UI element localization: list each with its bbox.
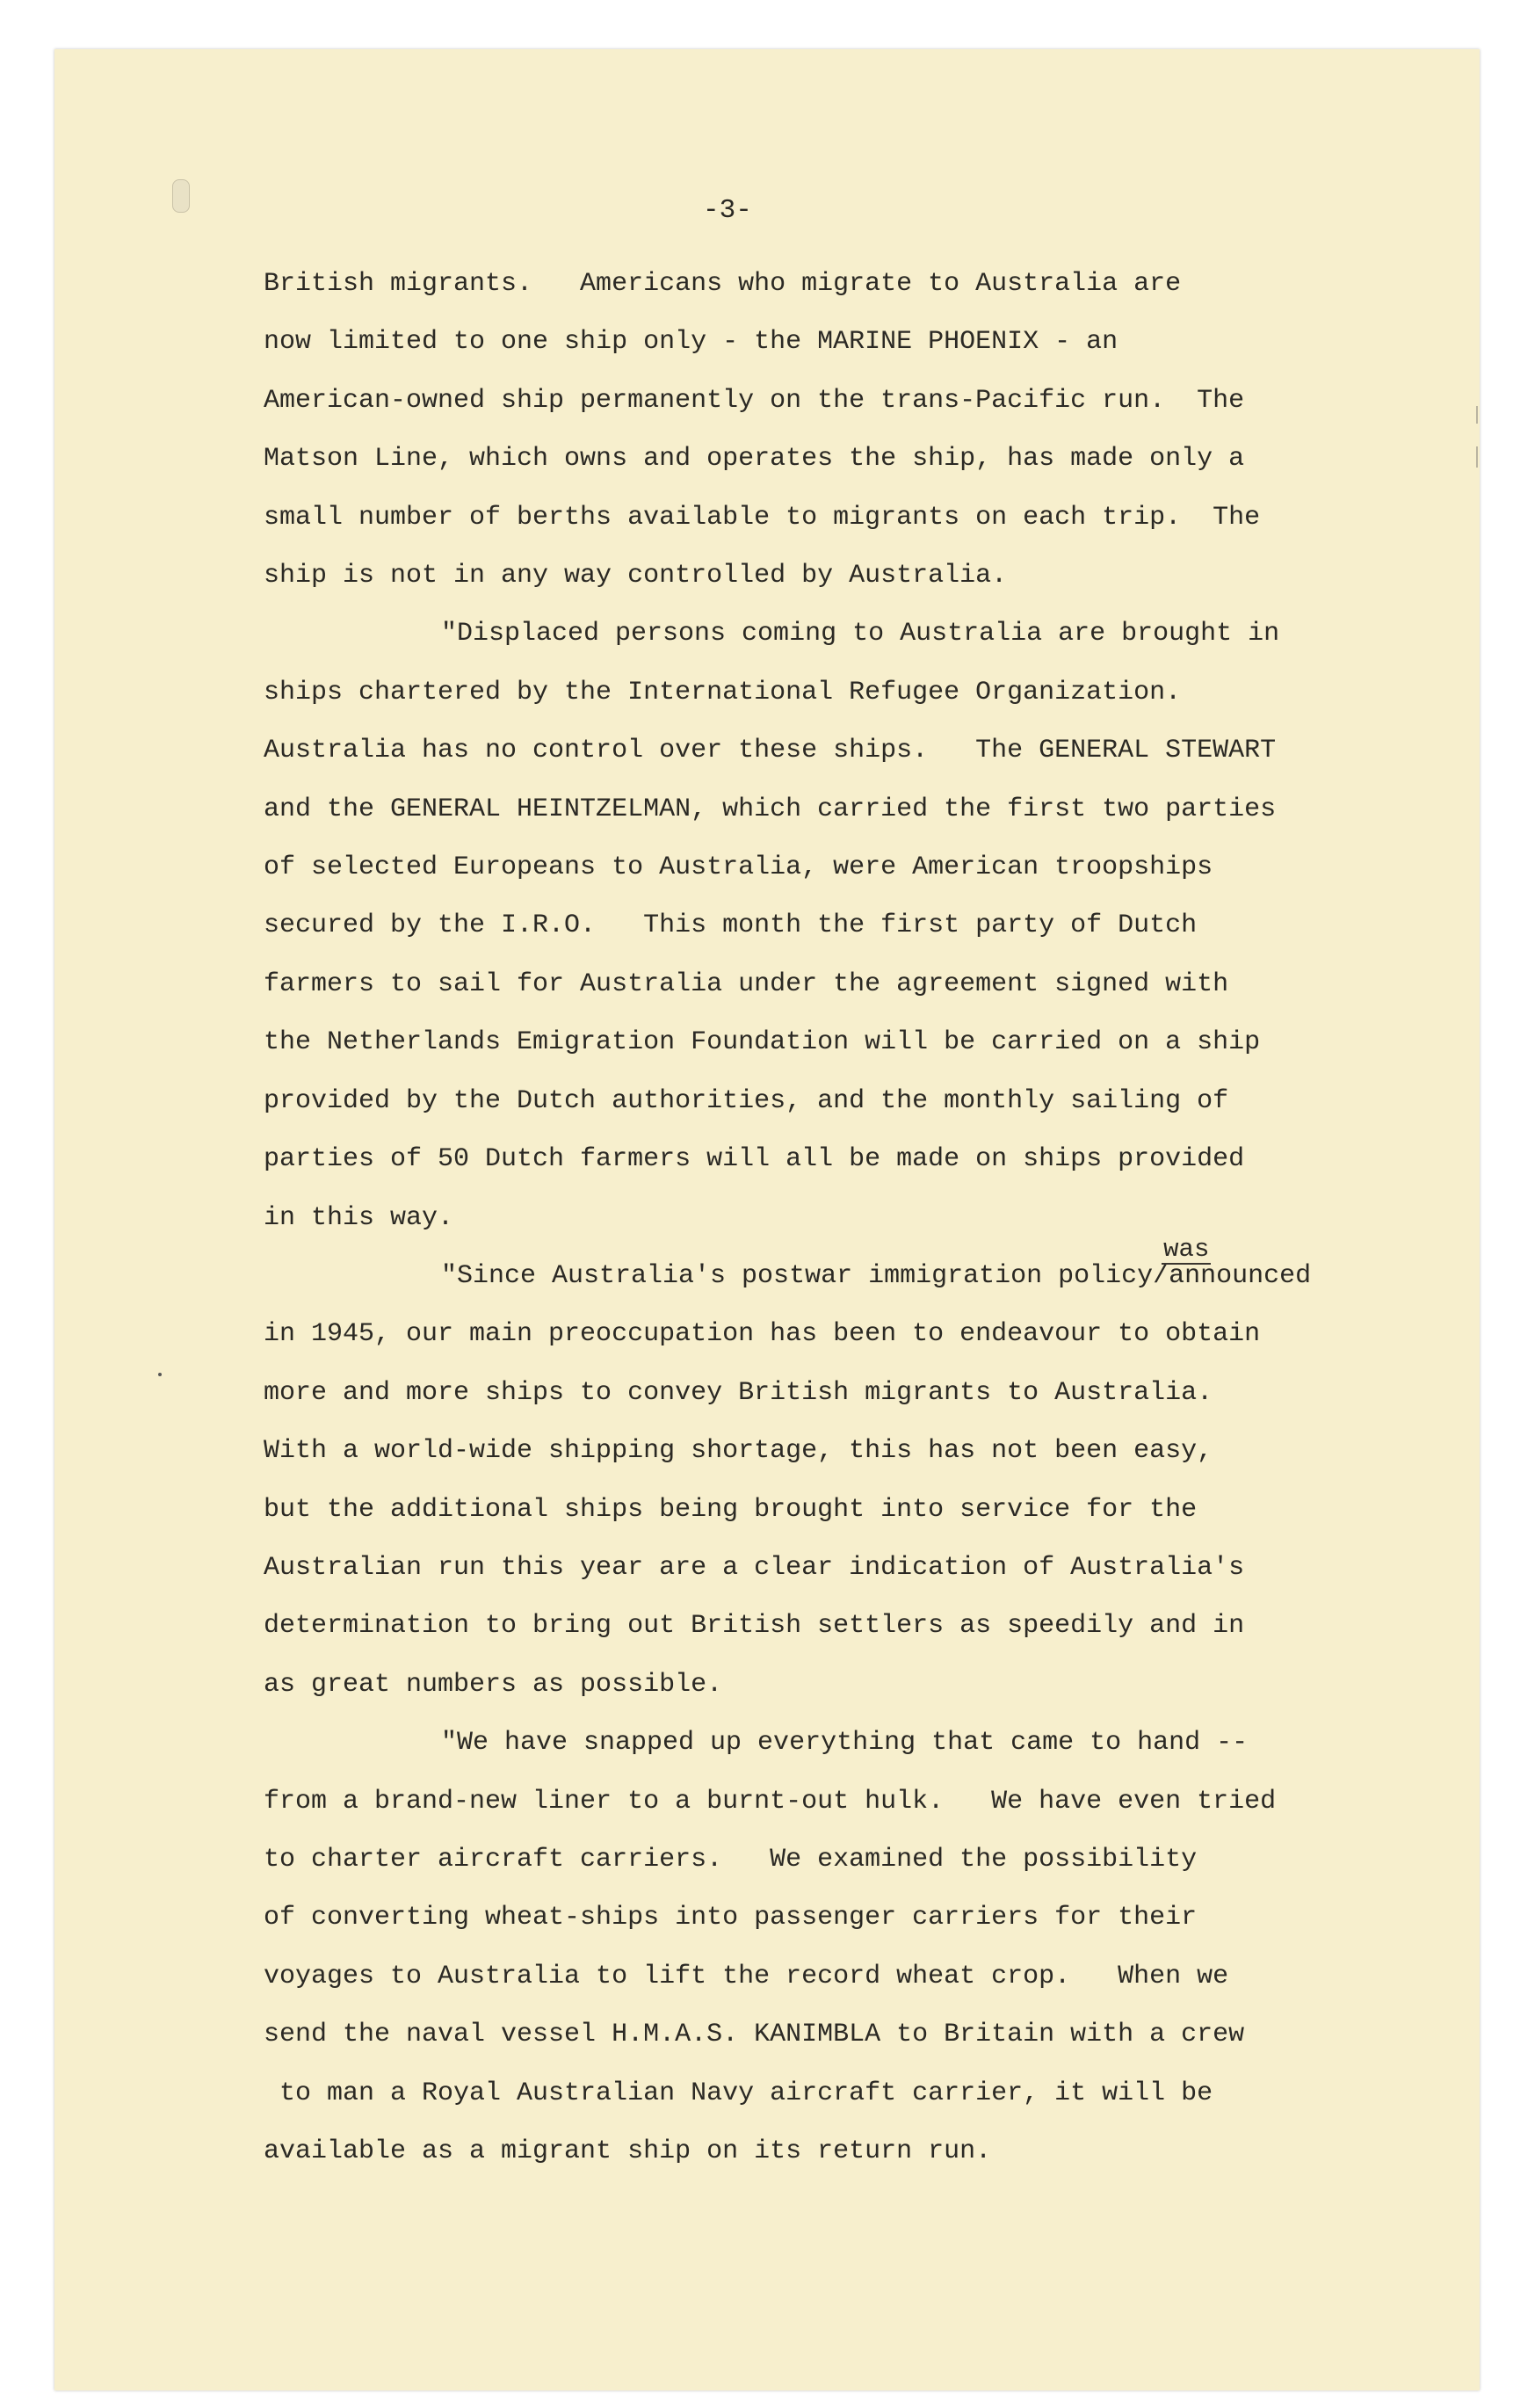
text-line: but the additional ships being brought into service for the [264,1494,1198,1525]
text-line: to charter aircraft carriers. We examined the possibility [264,1844,1198,1875]
margin-dot [158,1373,162,1376]
text-line: Australia has no control over these ships. The GENERAL STEWART [264,736,1277,766]
text-line: parties of 50 Dutch farmers will all be made on ships provided [264,1144,1245,1175]
text-line: farmers to sail for Australia under the agreement signed with [264,968,1229,999]
text-line: voyages to Australia to lift the record wheat crop. When we [264,1961,1229,1991]
text-line: the Netherlands Emigration Foundation will be carried on a ship [264,1027,1261,1058]
text-line: Australian run this year are a clear indication of Australia's [264,1552,1245,1583]
text-line [264,1234,1423,1305]
staple-hole-mark [172,179,190,213]
text-line: British migrants. Americans who migrate to Australia are [264,269,1182,299]
text-line: as great numbers as possible. [264,1669,723,1700]
text-segment: /announced [1153,1260,1312,1291]
text-line: and the GENERAL HEINTZELMAN, which carried the first two parties [264,794,1277,824]
text-line: ships chartered by the International Refugee Organization. [264,677,1182,707]
page-number: -3- [703,195,752,226]
text-line: of selected Europeans to Australia, were American troopships [264,852,1213,883]
text-segment: "Since Australia's postwar immigration policy [441,1260,1154,1291]
text-line: of converting wheat-ships into passenger carriers for their [264,1903,1198,1933]
text-line: With a world-wide shipping shortage, this has not been easy, [264,1436,1213,1467]
text-line: "Displaced persons coming to Australia are brought in [441,619,1280,649]
handwritten-insertion: was [1163,1234,1210,1264]
text-line: Matson Line, which owns and operates the ship, has made only a [264,444,1245,475]
edge-mark [1476,406,1478,424]
text-line: more and more ships to convey British migrants to Australia. [264,1377,1213,1408]
text-line: send the naval vessel H.M.A.S. KANIMBLA to Britain with a crew [264,2020,1245,2050]
text-line: to man a Royal Australian Navy aircraft carrier, it will be [264,2078,1213,2108]
text-line: secured by the I.R.O. This month the first party of Dutch [264,910,1198,941]
text-line: in 1945, our main preoccupation has been to endeavour to obtain [264,1319,1261,1350]
edge-mark [1476,446,1478,468]
text-line: now limited to one ship only - the MARINE PHOENIX - an [264,327,1118,358]
text-line: American-owned ship permanently on the trans-Pacific run. The [264,385,1245,416]
text-line: determination to bring out British settlers as speedily and in [264,1611,1245,1642]
document-body [264,255,1423,2180]
text-line: in this way. [264,1202,454,1233]
text-line: available as a migrant ship on its return run. [264,2136,992,2166]
text-line: provided by the Dutch authorities, and the monthly sailing of [264,1085,1229,1116]
text-line: "We have snapped up everything that came to hand -- [441,1728,1249,1759]
text-line: from a brand-new liner to a burnt-out hulk. We have even tried [264,1786,1277,1817]
text-line: small number of berths available to migrants on each trip. The [264,502,1261,533]
text-line: ship is not in any way controlled by Australia. [264,561,1008,591]
